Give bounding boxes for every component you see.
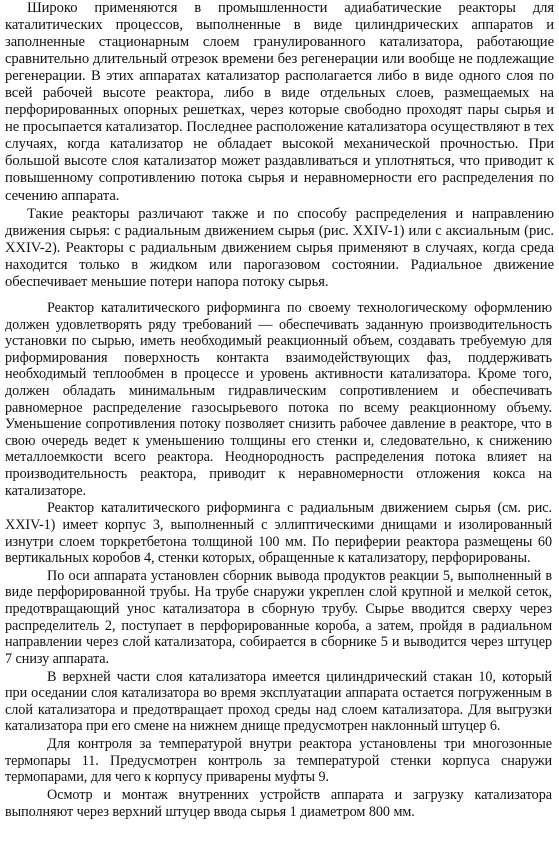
paragraph-thermocouples: Для контроля за температурой внутри реактора установлены три многозонные термопары 11. Предусмотрен контроль за температурой стенки корпуса снаружи термопарами, для чего к корпусу приварены муфты 9.	[5, 736, 552, 786]
paragraph-radial-reactor-body: Реактор каталитического риформинга с радиальным движением сырья (см. рис. XXIV-1) имеет корпус 3, выполненный с эллиптическими днищами и изолированный изнутри слоем торкретбетона толщиной 100 мм. По периферии реактора размещены 60 вертикальных коробов 4, стенки которых, обращенные к катализатору, перфорированы.	[5, 500, 552, 567]
text-block-reforming-reactor	[5, 300, 552, 820]
paragraph-cylindrical-cup: В верхней части слоя катализатора имеется цилиндрический стакан 10, который при оседании слоя катализатора во время эксплуатации аппарата остается погруженным в слой катализатора и предотвращает проход среды над слоем катализатора. Для выгрузки катализатора при его смене на нижнем днище предусмотрен наклонный штуцер 6.	[5, 668, 552, 735]
paragraph-flow-direction: Такие реакторы различают также и по способу распределения и направлению движения сырья: с радиальным движением сырья (рис. XXIV-1) или с аксиальным (рис. XXIV-2). Реакторы с радиальным движением сырья применяют в случаях, когда среда находится только в жидком или парогазовом состоянии. Радиальное движение обеспечивает меньшие потери напора потоку сырья.	[5, 206, 554, 291]
paragraph-reforming-requirements: Реактор каталитического риформинга по своему технологическому оформлению должен удовлетворять ряду требований — обеспечивать заданную производительность установки по сырью, иметь необходимый реакционный объем, создавать требуемую для риформирования поверхность контакта взаимодействующих фаз, поддерживать необходимый теплообмен в процессе и уровень активности катализатора. Кроме того, должен обладать минимальным гидравлическим сопротивлением и обеспечивать равномерное распределение газосырьевого потока по всему реакционному объему. Уменьшение сопротивления потоку позволяет снизить рабочее давление в реакторе, что в свою очередь ведет к уменьшению толщины его стенки и, следовательно, к снижению металлоемкости всего реактора. Неоднородность распределения потока влияет на производительность реактора, приводит к неравномерности отложения кокса на катализаторе.	[5, 300, 552, 499]
text-block-upper	[5, 0, 554, 205]
paragraph-adiabatic-reactors: Широко применяются в промышленности адиабатические реакторы для каталитических процессов, выполненные в виде цилиндрических аппаратов и заполненные стационарным слоем гранулированного катализатора, работающие сравнительно длительный отрезок времени без регенерации или вообще не подлежащие регенерации. В этих аппаратах катализатор располагается либо в виде одного слоя по всей рабочей высоте реактора, либо в виде отдельных слоев, размещаемых на перфорированных опорных решетках, через которые свободно проходят пары сырья и не просыпается катализатор. Последнее расположение катализатора осуществляют в тех случаях, когда катализатор не обладает высокой механической прочностью. При большой высоте слоя катализатор может раздавливаться и уплотняться, что приводит к повышенному сопротивлению потока сырья и неравномерности его распределения по сечению аппарата.	[5, 0, 554, 204]
paragraph-inspection-loading: Осмотр и монтаж внутренних устройств аппарата и загрузку катализатора выполняют через верхний штуцер ввода сырья 1 диаметром 800 мм.	[5, 787, 552, 820]
paragraph-product-collector: По оси аппарата установлен сборник вывода продуктов реакции 5, выполненный в виде перфорированной трубы. На трубе снаружи укреплен слой крупной и мелкой сеток, предотвращающий унос катализатора в сборную трубу. Сырье вводится сверху через распределитель 2, поступает в перфорированные короба, а затем, пройдя в радиальном направлении через слой катализатора, собирается в сборнике 5 и выводится через штуцер 7 снизу аппарата.	[5, 567, 552, 667]
text-block-flow-direction	[5, 206, 554, 291]
